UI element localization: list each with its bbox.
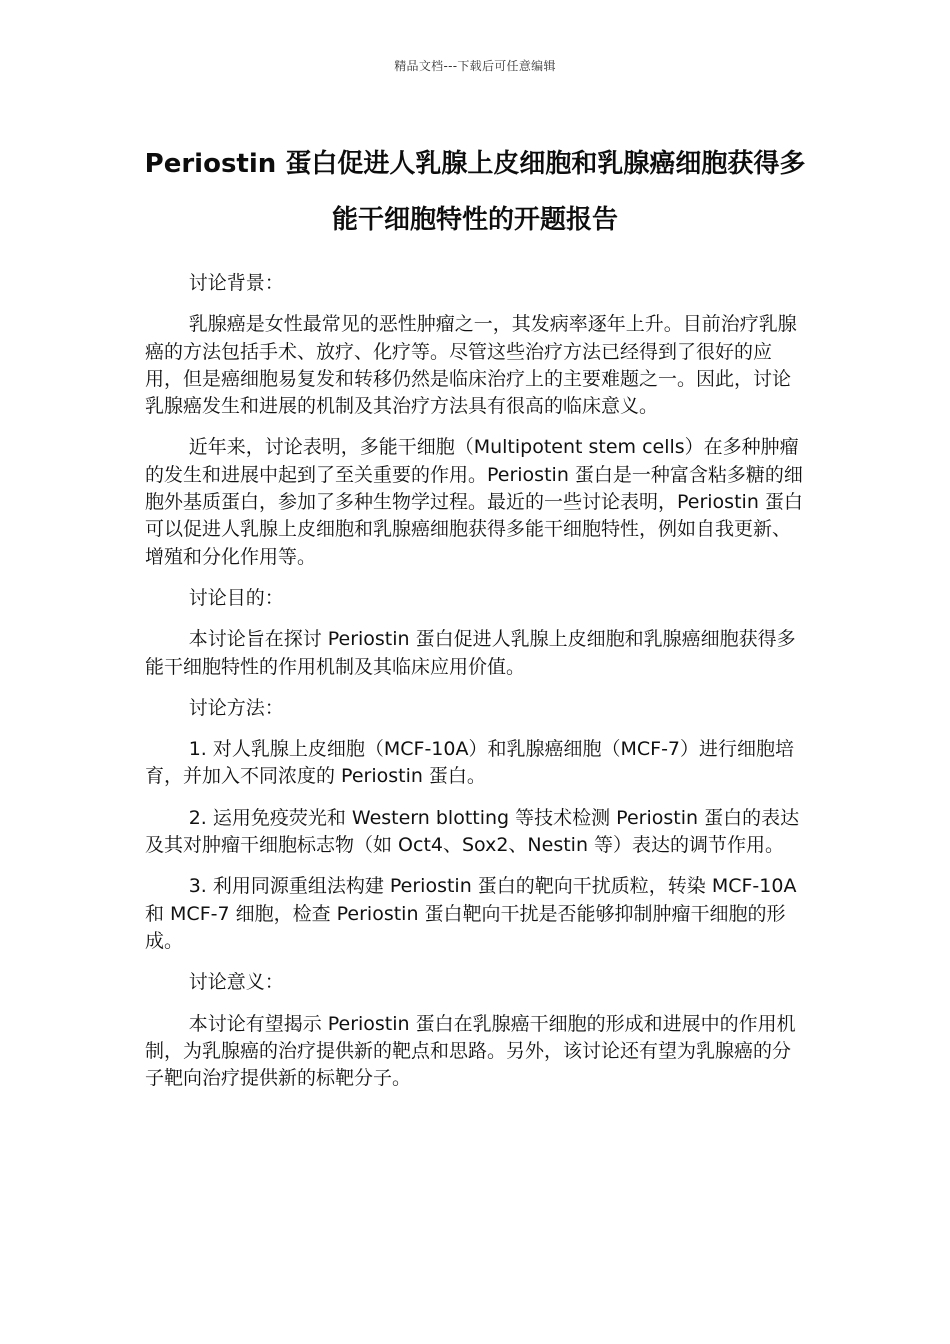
header-note: 精品文档---下载后可任意编辑 — [394, 59, 556, 73]
document-body — [145, 270, 807, 1106]
background-paragraph-2: 近年来，讨论表明，多能干细胞（Multipotent stem cells）在多种肿瘤的发生和进展中起到了至关重要的作用。Periostin 蛋白是一种富含粘多糖的细胞外基质蛋白，参加了多种生物学过程。最近的一些讨论表明，Periostin 蛋白可以促进人乳腺上皮细胞和乳腺癌细胞获得多能干细胞特性，例如自我更新、增殖和分化作用等。 — [145, 436, 803, 568]
methods-step-3: 3. 利用同源重组法构建 Periostin 蛋白的靶向干扰质粒，转染 MCF-10A 和 MCF-7 细胞，检查 Periostin 蛋白靶向干扰是否能够抑制肿瘤干细胞的形成。 — [145, 875, 797, 952]
methods-step-1: 1. 对人乳腺上皮细胞（MCF-10A）和乳腺癌细胞（MCF-7）进行细胞培育，并加入不同浓度的 Periostin 蛋白。 — [145, 738, 795, 788]
section-heading-purpose: 讨论目的： — [188, 586, 284, 609]
document-title: Periostin 蛋白促进人乳腺上皮细胞和乳腺癌细胞获得多能干细胞特性的开题报告 — [144, 149, 806, 235]
methods-step-2: 2. 运用免疫荧光和 Western blotting 等技术检测 Periostin 蛋白的表达及其对肿瘤干细胞标志物（如 Oct4、Sox2、Nestin 等）表达的调节作用。 — [145, 806, 800, 857]
section-heading-background: 讨论背景： — [188, 272, 284, 294]
purpose-paragraph-1: 本讨论旨在探讨 Periostin 蛋白促进人乳腺上皮细胞和乳腺癌细胞获得多能干细胞特性的作用机制及其临床应用价值。 — [145, 628, 796, 678]
section-heading-methods: 讨论方法： — [188, 696, 284, 719]
significance-paragraph-1: 本讨论有望揭示 Periostin 蛋白在乳腺癌干细胞的形成和进展中的作用机制，为乳腺癌的治疗提供新的靶点和思路。另外，该讨论还有望为乳腺癌的分子靶向治疗提供新的标靶分子。 — [145, 1012, 796, 1090]
section-heading-significance: 讨论意义： — [188, 971, 284, 994]
background-paragraph-1: 乳腺癌是女性最常见的恶性肿瘤之一，其发病率逐年上升。目前治疗乳腺癌的方法包括手术、放疗、化疗等。尽管这些治疗方法已经得到了很好的应用，但是癌细胞易复发和转移仍然是临床治疗上的主要难题之一。因此，讨论乳腺癌发生和进展的机制及其治疗方法具有很高的临床意义。 — [145, 313, 797, 418]
